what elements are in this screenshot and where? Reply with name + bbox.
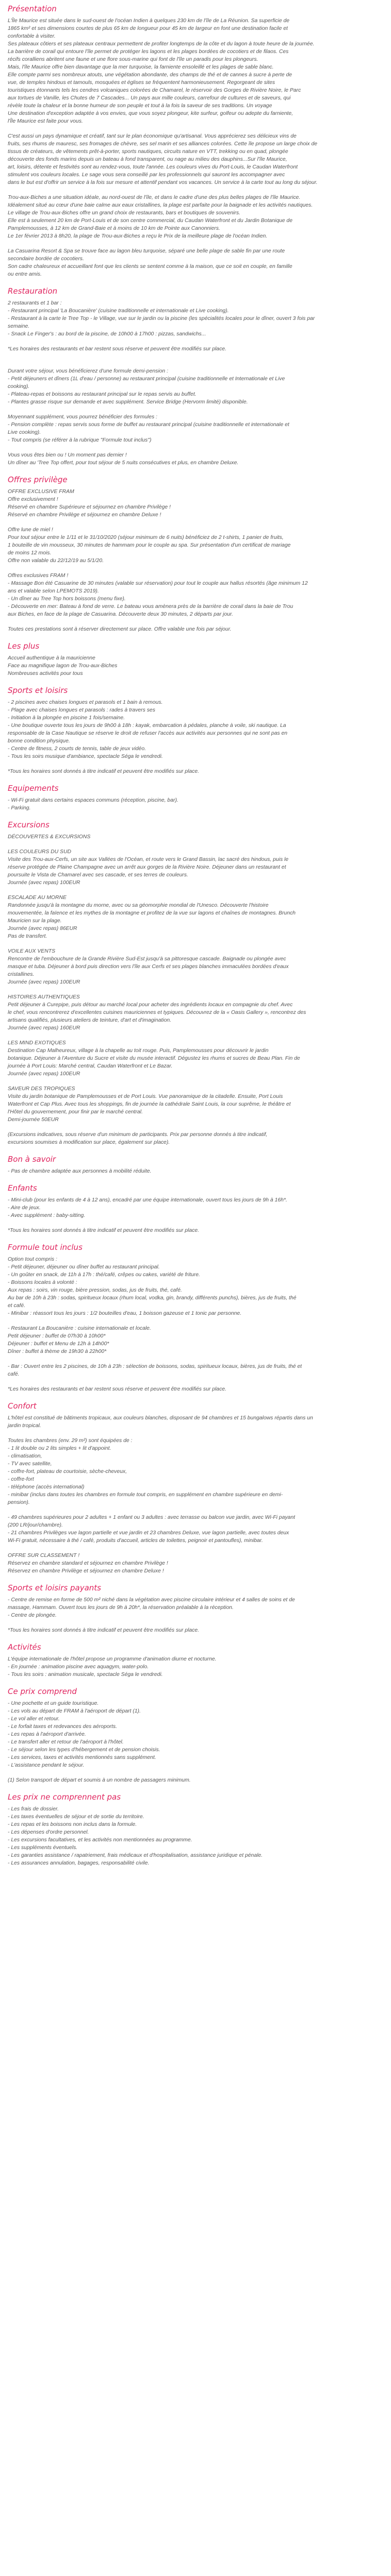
spacer: [8, 760, 385, 768]
text-line: - Le séjour selon les types d'hébergement et de pension choisis.: [8, 1747, 160, 1753]
text-line: fruits, ses rhums de mauresc, ses fromages de chèvre, ses sel marin et ses alliances colorées. Cette île propose un large choix de: [8, 141, 318, 147]
spacer: [8, 187, 385, 194]
text-line: Le village de Trou-aux-Biches offre un grand choix de restaurants, bars et boutiques de souvenirs.: [8, 210, 240, 216]
text-line: 2 restaurants et 1 bar :: [8, 300, 62, 306]
text-line: - Centre de plongée.: [8, 1613, 57, 1618]
section-heading: Confort: [8, 1401, 37, 1411]
text-line: - Les repas à l'aéroport d'arrivée.: [8, 1732, 86, 1737]
text-line: - Les taxes éventuelles de séjour et de sortie du territoire.: [8, 1814, 144, 1820]
text-line: artisans qualifiés, plusieurs ateliers de teinture, d'art et d'imagination.: [8, 1018, 172, 1023]
text-line: Au bar de 10h à 23h : sodas, spiritueux locaux (rhum local, vodka, gin, brandy, différents punchs), bières, jus de fruits, thé: [8, 1295, 297, 1301]
text-line: Option tout compris :: [8, 1257, 57, 1262]
text-line: cristallines.: [8, 972, 35, 977]
text-line: excursions soumises à modification sur place, également sur place).: [8, 1140, 170, 1145]
text-line: poursuite le Vista de Chamarel avec ses cascade, et ses terres de couleurs.: [8, 872, 188, 878]
spacer: [8, 125, 385, 132]
text-line: Accueil authentique à la mauricienne: [8, 655, 95, 661]
text-line: Elle est à seulement 20 km de Port-Louis et de son centre commercial, du Caudan Waterfront et du Jardin Botanique de: [8, 218, 292, 224]
text-line: touristiques étonnants tels les cendres volcaniques colorées de Chamarel, le réservoir des Gorges de Rivière Noire, le Parc: [8, 88, 301, 93]
text-line: Petit déjeuner à Curepipe, puis détour au marché local pour acheter des ingrédients locaux en compagnie du chef. Avec: [8, 1002, 293, 1008]
section-sports-et-loisirs-payants: [8, 1583, 385, 1634]
text-line: - TV avec satellite,: [8, 1461, 52, 1467]
text-line: Rencontre de l'embouchure de la Grande Rivière Sud-Est jusqu'à sa pittoresque cascade. Baignade ou plongée avec: [8, 956, 286, 962]
text-line: - Restaurant principal 'La Boucanière' (cuisine traditionnelle et internationale et Live cooking).: [8, 308, 229, 314]
text-line: Son cadre chaleureux et accueillant font que les clients se sentent comme à la maison, que ce soit en couple, en famille: [8, 264, 292, 269]
section-heading: Enfants: [8, 1183, 37, 1193]
section-heading: Sports et loisirs: [8, 686, 68, 695]
text-line: - Restaurant à la carte le Tree Top - le Village, vue sur le jardin ou la piscine (les spécialités locales pour le dîner, ouvert 3 fois par: [8, 316, 315, 321]
text-line: - Tous les soirs : animation musicale, spectacle Séga le vendredi.: [8, 1672, 163, 1677]
text-line: - Centre de remise en forme de 500 m² niché dans la végétation avec piscine circulaire intérieur et 4 salles de soins et de: [8, 1597, 295, 1603]
text-line: tissus de créateurs, de vêtements prêt-à-porter, sports nautiques, circuits nature en VTT, trekking ou en quad, plongée: [8, 149, 288, 155]
section-equipements: [8, 784, 385, 812]
text-line: ESCALADE AU MORNE: [8, 895, 67, 901]
text-line: 1865 km² et ses dimensions courtes de plus 65 km de longueur pour 45 km de largeur en font une destination facile et: [8, 26, 288, 31]
section-excursions: [8, 820, 385, 1146]
text-line: Le 1er février 2013 à 8h20, la plage de Trou-aux-Biches a reçu le Prix de la meilleure plage de l'océan Indien.: [8, 233, 268, 239]
text-line: récifs coralliens abritent une faune et une flore sous-marine qui font de l'île un paradis pour les plongeurs.: [8, 57, 258, 62]
text-line: Wi-Fi gratuit, nécessaire à thé / café, produits d'accueil, articles de toilettes, peignoir et pantoufles), minibar.: [8, 1538, 263, 1544]
text-line: Journée (avec repas) 100EUR: [8, 880, 80, 886]
section-ce-prix-comprend: [8, 1687, 385, 1784]
text-line: l'Île Maurice est faite pour vous.: [8, 118, 83, 124]
text-line: - 21 chambres Privilèges vue lagon partielle et vue jardin et 23 chambres Deluxe, vue lagon partielle, avec toutes deux: [8, 1530, 289, 1536]
text-line: C'est aussi un pays dynamique et créatif, tant sur le plan économique qu'artisanal. Vous apprécierez ses délicieux vins de: [8, 133, 297, 139]
section-heading: Bon à savoir: [8, 1155, 56, 1164]
spacer: [8, 1355, 385, 1363]
spacer: [8, 1378, 385, 1385]
text-line: - Les repas et les boissons non inclus dans la formule.: [8, 1822, 137, 1827]
text-line: Offre non valable du 22/12/19 au 5/1/20.: [8, 558, 104, 564]
section-heading: Les plus: [8, 641, 40, 651]
text-line: - Un goûter en snack, de 11h à 17h : thé/café, crêpes ou cakes, variété de friture.: [8, 1272, 200, 1278]
text-line: Nombreuses activités pour tous: [8, 671, 83, 676]
text-line: aux tortues de Vanille, les Chutes de 7 Cascades... Un pays aux mille couleurs, carrefour de cultures et de saveurs, qui: [8, 95, 291, 101]
text-line: 1 bouteille de vin mousseux, 30 minutes de hammam pour le couple au spa. Sur présentation d'un certificat de mariage: [8, 543, 291, 548]
text-line: découverte des fonds marins depuis un bateau à fond transparent, ou nage au milieu des dauphins...Sur l'île Maurice,: [8, 157, 287, 162]
text-line: Offre lune de miel !: [8, 527, 53, 533]
text-line: jardin tropical.: [8, 1423, 41, 1429]
text-line: Toutes ces prestations sont à réserver directement sur place. Offre valable une fois par séjour.: [8, 626, 232, 632]
text-line: La barrière de corail qui entoure l'île permet de protéger les lagons et les plages bordées de cocotiers et de filaos. Ces: [8, 49, 289, 55]
text-line: - Une pochette et un guide touristique.: [8, 1701, 99, 1706]
text-line: Ses plateaux côtiers et ses plateaux centraux permettent de profiter longtemps de la côte et du lagon à toute heure de la journée.: [8, 41, 315, 47]
text-line: - Les frais de dossier.: [8, 1806, 59, 1812]
text-line: vue, de temples hindous et tamouls, mosquées et églises se fréquentent harmonieusement. Regorgeant de sites: [8, 80, 275, 86]
section-les-prix-ne-comprennent-pas: [8, 1792, 385, 1867]
text-line: *Tous les horaires sont donnés à titre indicatif et peuvent être modifiés sur place.: [8, 769, 199, 774]
text-line: Visite des Trou-aux-Cerfs, un site aux Vallées de l'Océan, et route vers le Grand Bassin, lac sacré des hindous, puis le: [8, 857, 289, 862]
text-line: (1) Selon transport de départ et soumis à un nombre de passagers minimum.: [8, 1777, 191, 1783]
section-body: [8, 1414, 385, 1575]
spacer: [8, 353, 385, 360]
text-line: Toutes les chambres (env. 29 m²) sont équipées de :: [8, 1438, 133, 1444]
text-line: *Tous les horaires sont donnés à titre indicatif et peuvent être modifiés sur place.: [8, 1228, 199, 1233]
text-line: aux Biches, en face de la plage de Casuarina. Découverte deux 30 minutes, 2 départs par jour.: [8, 612, 233, 617]
text-line: Journée (avec repas) 100EUR: [8, 1071, 80, 1077]
text-line: responsable de la Case Nautique se réserve le droit de refuser l'accès aux activités aux personnes qui ne sont pas en: [8, 731, 288, 736]
text-line: Trou-aux-Biches a une situation idéale, au nord-ouest de l'île, et dans le cadre d'une des plus belles plages de l'île Maurice.: [8, 195, 301, 200]
spacer: [8, 240, 385, 247]
text-line: massage, Hammam. Ouvert tous les jours de 9h à 20h*, la réservation préalable à la réception.: [8, 1605, 234, 1611]
section-body: [8, 1196, 385, 1234]
text-line: - Pension complète : repas servis sous forme de buffet au restaurant principal (cuisine traditionnelle et internationale et: [8, 422, 289, 428]
spacer: [8, 519, 385, 526]
section-formule-tout-inclus: [8, 1243, 385, 1393]
text-line: - Bar : Ouvert entre les 2 piscines, de 10h à 23h : sélection de boissons, sodas, spiritueux locaux, bières, jus de fruits, thé et: [8, 1364, 302, 1369]
text-line: DÉCOUVERTES & EXCURSIONS: [8, 834, 91, 840]
text-line: botanique. Déjeuner à l'Aventure du Sucre et visite du musée interactif. Dégustez les rhums et sucres de Beau Plan. Fin de: [8, 1056, 300, 1061]
section-body: [8, 1805, 385, 1867]
text-line: l'Hôtel du gouvernement, pour finir par le marché central.: [8, 1109, 143, 1115]
text-line: Réservez en chambre Privilège et séjournez en chambre Deluxe !: [8, 1568, 164, 1574]
section-bon-a-savoir: [8, 1155, 385, 1175]
spacer: [8, 1619, 385, 1626]
text-line: Dîner : buffet à thème de 19h30 à 22h00*: [8, 1349, 107, 1354]
section-body: [8, 654, 385, 677]
text-line: Journée (avec repas) 100EUR: [8, 979, 80, 985]
text-line: - Avec supplément : baby-sitting.: [8, 1213, 86, 1218]
text-line: - 49 chambres supérieures pour 2 adultes + 1 enfant ou 3 adultes : avec terrasse ou balcon vue jardin, avec Wi-Fi payant: [8, 1515, 295, 1520]
spacer: [8, 940, 385, 947]
text-line: Mauricien sur la plage.: [8, 918, 62, 924]
text-line: Vous vous êtes bien ou ! Un moment pas dernier !: [8, 452, 127, 458]
text-line: - Les vols au départ de FRAM à l'aéroport de départ (1).: [8, 1708, 141, 1714]
text-line: et café.: [8, 1303, 26, 1309]
section-body: [8, 1596, 385, 1634]
text-line: pension).: [8, 1500, 30, 1505]
section-heading: Excursions: [8, 820, 50, 829]
text-line: - Les assurances annulation, bagages, responsabilité civile.: [8, 1860, 150, 1866]
spacer: [8, 565, 385, 572]
text-line: SAVEUR DES TROPIQUES: [8, 1086, 75, 1092]
text-line: - Les dépenses d'ordre personnel.: [8, 1829, 89, 1835]
text-line: - téléphone (accès international): [8, 1484, 85, 1490]
section-body: [8, 833, 385, 1146]
text-line: Offres exclusives FRAM !: [8, 573, 69, 579]
text-line: VOILE AUX VENTS: [8, 948, 56, 954]
text-line: L'équipe internationale de l'hôtel propose un programme d'animation diurne et nocturne.: [8, 1656, 217, 1662]
text-line: L'hôtel est constitué de bâtiments tropicaux, aux couleurs blanches, disposant de 94 chambres et 15 bungalows répartis dans un: [8, 1415, 313, 1421]
text-line: masque et tuba. Déjeuner à bord puis direction vers l'île aux Cerfs et ses plages blanches immaculées bordées d'eaux: [8, 964, 289, 970]
text-line: semaine.: [8, 324, 30, 329]
text-line: - Petit déjeuner, déjeuner ou dîner buffet au restaurant principal.: [8, 1264, 160, 1270]
text-line: le chef, vous rencontrerez d'excellentes cuisines mauriciennes et typiques. Découvrez de la « Oasis Gallery », rencontrez des: [8, 1010, 306, 1015]
text-line: Petit déjeuner : buffet de 07h30 à 10h00*: [8, 1333, 106, 1339]
text-line: - Snack Le Finger's : au bord de la piscine, de 10h00 à 17h00 : pizzas, sandwichs...: [8, 331, 206, 337]
section-body: [8, 1700, 385, 1784]
text-line: - Une boutique ouverte tous les jours de 9h00 à 18h : kayak, embarcation à pédales, planche à voile, ski nautique. La: [8, 723, 286, 728]
section-body: [8, 1256, 385, 1393]
text-line: Elle compte parmi ses nombreux atouts, une végétation abondante, des champs de thé et de cannes à sucre à perte de: [8, 72, 292, 78]
text-line: - L'assistance pendant le séjour.: [8, 1762, 85, 1768]
text-line: Demi-journée 50EUR: [8, 1117, 59, 1123]
spacer: [8, 841, 385, 848]
text-line: Réservé en chambre Privilège et séjournez en chambre Deluxe !: [8, 512, 161, 518]
section-body: [8, 1167, 385, 1175]
text-line: - climatisation,: [8, 1453, 42, 1459]
text-line: - Plantes grasse risque sur demande et avec supplément. Service Bridge (Hervorm limité) disponible.: [8, 399, 248, 405]
text-line: Mais, l'île Maurice offre bien davantage que la mer turquoise, la farniente ensoleillé et les plages de sable blanc.: [8, 64, 274, 70]
spacer: [8, 1124, 385, 1131]
text-line: Aux repas : soirs, vin rouge, bière pression, sodas, jus de fruits, thé, café.: [8, 1287, 182, 1293]
text-line: café.: [8, 1371, 20, 1377]
section-heading: Les prix ne comprennent pas: [8, 1792, 121, 1802]
section-sports-et-loisirs: [8, 686, 385, 775]
text-line: Pour tout séjour entre le 1/11 et le 31/10/2020 (séjour minimum de 6 nuits) bénéficiez de 2 t-shirts, 1 panier de fruits,: [8, 535, 284, 540]
spacer: [8, 887, 385, 894]
spacer: [8, 1506, 385, 1514]
text-line: Pas de transfert.: [8, 934, 47, 939]
text-line: - Le forfait taxes et redevances des aéroports.: [8, 1724, 117, 1730]
text-line: cooking).: [8, 384, 30, 389]
section-body: [8, 1655, 385, 1679]
text-line: - Parking.: [8, 805, 31, 811]
spacer: [8, 1769, 385, 1776]
spacer: [8, 1078, 385, 1085]
section-heading: Ce prix comprend: [8, 1687, 77, 1696]
section-restauration: [8, 286, 385, 467]
text-line: Déjeuner : buffet et Menu de 12h à 14h00*: [8, 1341, 109, 1347]
text-line: Randonnée jusqu'à la montagne du morne, avec ou sa géomorphie mondial de l'Unesco. Découverte l'histoire: [8, 903, 269, 908]
text-line: HISTOIRES AUTHENTIQUES: [8, 994, 80, 1000]
text-line: - En journée : animation piscine avec aquagym, water-polo.: [8, 1664, 149, 1670]
text-line: L'Île Maurice est située dans le sud-ouest de l'océan Indien à quelques 230 km de l'île de La Réunion. Sa superficie de: [8, 18, 290, 24]
spacer: [8, 618, 385, 625]
spacer: [8, 1545, 385, 1552]
text-line: *Les horaires des restaurants et bar restent sous réserve et peuvent être modifiés sur place.: [8, 346, 226, 352]
section-heading: Restauration: [8, 286, 58, 296]
text-line: OFFRE EXCLUSIVE FRAM: [8, 489, 74, 495]
text-line: Visite du jardin botanique de Pamplemousses et de Port Louis. Vue panoramique de la citadelle. Ensuite, Port Louis: [8, 1094, 283, 1099]
text-line: OFFRE SUR CLASSEMENT !: [8, 1553, 80, 1558]
section-enfants: [8, 1183, 385, 1234]
text-line: *Tous les horaires sont donnés à titre indicatif et peuvent être modifiés sur place.: [8, 1628, 199, 1633]
text-line: Un dîner au 'Tree Top offert, pour tout séjour de 5 nuits consécutives et plus, en chambre Deluxe.: [8, 460, 239, 466]
section-heading: Offres privilège: [8, 475, 68, 484]
text-line: - Aire de jeux.: [8, 1205, 41, 1211]
text-line: ou entre amis.: [8, 272, 42, 277]
text-line: stimulent vos couleurs locales. Le sage vous sera conseillé par les professionnels qui sauront les accompagner avec: [8, 172, 285, 178]
text-line: - Petit déjeuners et dîners (1L d'eau / personne) au restaurant principal (cuisine traditionnelle et Internationale et Live: [8, 376, 285, 382]
spacer: [8, 444, 385, 451]
spacer: [8, 406, 385, 413]
text-line: Offre exclusivement !: [8, 497, 58, 502]
text-line: - Le transfert aller et retour de l'aéroport à l'hôtel.: [8, 1739, 124, 1745]
section-offres-privilege: [8, 475, 385, 633]
section-heading: Activités: [8, 1642, 41, 1652]
text-line: - Tout compris (se référer à la rubrique "Formule tout inclus"): [8, 437, 152, 443]
text-line: La Casuarina Resort & Spa se trouve face au lagon bleu turquoise, séparé une belle plage de sable fin par une route: [8, 248, 285, 254]
text-line: - Les services, taxes et activités mentionnés sans supplément.: [8, 1755, 156, 1760]
text-line: dans le but est d'offrir un service à la fois sur mesure et attentif pendant vos vacances. Un service à la carte tout au long du séjour.: [8, 180, 318, 185]
text-line: Journée (avec repas) 160EUR: [8, 1025, 80, 1031]
text-line: - Les suppléments éventuels.: [8, 1845, 78, 1851]
text-line: mouvementée, la faïence et les mythes de la montagne et profitez de la vue sur lagons et chaînes de montagnes. Brunch: [8, 910, 296, 916]
text-line: journée à Port Louis: Marché central, Caudan Waterfront et Le Bazar.: [8, 1063, 173, 1069]
text-line: LES COULEURS DU SUD: [8, 849, 71, 855]
text-line: Face au magnifique lagon de Trou-aux-Biches: [8, 663, 118, 669]
text-line: - Pas de chambre adaptée aux personnes à mobilité réduite.: [8, 1168, 152, 1174]
text-line: - Les excursions facultatives, et les activités non mentionnées au programme.: [8, 1837, 192, 1843]
text-line: secondaire bordée de cocotiers.: [8, 256, 84, 262]
text-line: - 2 piscines avec chaises longues et parasols et 1 bain à remous.: [8, 700, 163, 705]
text-line: art, loisirs, détente et festivités sont au rendez-vous, toute l'année. Les couleurs vives du Port-Louis, le Caudan Waterfront: [8, 164, 298, 170]
text-line: bonne condition physique.: [8, 738, 70, 744]
text-line: Destination Cap Malheureux, village à la chapelle au toit rouge. Puis, Pamplemousses pour découvrir le jardin: [8, 1048, 269, 1054]
text-line: - Le vol aller et retour.: [8, 1716, 60, 1722]
text-line: Moyennant supplément, vous pourrez bénéficier des formules :: [8, 414, 157, 420]
text-line: - Initiation à la plongée en piscine 1 fois/semaine.: [8, 715, 125, 721]
spacer: [8, 1032, 385, 1039]
spacer: [8, 360, 385, 367]
text-line: (Excursions indicatives, sous réserve d'un minimum de participants. Prix par personne donnés à titre indicatif,: [8, 1132, 268, 1138]
text-line: - Centre de fitness, 2 courts de tennis, table de jeux vidéo.: [8, 746, 146, 752]
text-line: - Plateau-repas et boissons au restaurant principal sur le repas servis au buffet.: [8, 392, 197, 397]
text-line: - Boissons locales à volonté :: [8, 1280, 77, 1285]
section-presentation: [8, 4, 385, 278]
text-line: révèle toute la chaleur et la bonne humeur de son peuple et tout à la fois la saveur de ses traditions. Un voyage: [8, 103, 272, 109]
spacer: [8, 1219, 385, 1227]
text-line: Réservez en chambre standard et séjournez en chambre Privilège !: [8, 1561, 168, 1566]
spacer: [8, 338, 385, 345]
text-line: Durant votre séjour, vous bénéficierez d'une formule demi-pension :: [8, 368, 168, 374]
text-line: de moins 12 mois.: [8, 550, 52, 556]
text-line: - Minibar : réassort tous les jours : 1/2 bouteilles d'eau, 1 boisson gazeuse et 1 tonic par personne.: [8, 1311, 242, 1316]
section-body: [8, 796, 385, 812]
text-line: *Les horaires des restaurants et bar restent sous réserve et peuvent être modifiés sur place.: [8, 1386, 226, 1392]
text-line: - Wi-Fi gratuit dans certains espaces communs (réception, piscine, bar).: [8, 798, 178, 803]
text-line: - Restaurant La Boucanière : cuisine internationale et locale.: [8, 1326, 151, 1331]
text-line: - 1 lit double ou 2 lits simples + lit d'appoint.: [8, 1446, 111, 1451]
text-line: - Plage avec chaises longues et parasols : rades à travers ses: [8, 707, 155, 713]
text-line: - Massage Bon été Casuarine de 30 minutes (valable sur réservation) pour tout le couple aux hallus résortés (âge minimum 12: [8, 581, 308, 586]
text-line: - Mini-club (pour les enfants de 4 à 12 ans), encadré par une équipe internationale, ouvert tous les jours de 9h à 16h*.: [8, 1197, 287, 1203]
text-line: LES MIND EXOTIQUES: [8, 1040, 66, 1046]
text-line: Réservé en chambre Supérieure et séjournez en chambre Privilège !: [8, 504, 171, 510]
text-line: Pamplemousses, à 12 km de Grand-Baie et à moins de 10 km de Pointe aux Canonniers.: [8, 226, 220, 231]
section-confort: [8, 1401, 385, 1575]
section-activites: [8, 1642, 385, 1679]
section-heading: Présentation: [8, 4, 57, 13]
text-line: Idéalement situé au cœur d'une baie calme aux eaux cristallines, la plage est parfaite pour la baignade et les activités nautiques.: [8, 202, 313, 208]
section-body: [8, 488, 385, 633]
text-line: - Découverte en mer: Bateau à fond de verre. Le bateau vous amènera près de la barrière de corail dans la baie de Trou: [8, 604, 294, 609]
text-line: (200 LR/jour/chambre).: [8, 1522, 63, 1528]
section-les-plus: [8, 641, 385, 677]
text-line: Live cooking).: [8, 430, 41, 435]
text-line: - coffre-fort, plateau de courtoisie, sèche-cheveux,: [8, 1469, 127, 1475]
text-line: Une destination d'exception adaptée à vos envies, que vous soyez plongeur, kite surfeur, golfeur ou adepte du farniente,: [8, 111, 294, 116]
spacer: [8, 1317, 385, 1325]
text-line: confortable à visiter.: [8, 33, 56, 39]
text-line: - Tous les soirs musique d'ambiance, spectacle Séga le vendredi.: [8, 754, 163, 759]
spacer: [8, 1430, 385, 1437]
text-line: - minibar (inclus dans toutes les chambres en formule tout compris, en supplément en chambre supérieure en demi-: [8, 1492, 283, 1498]
text-line: ans et valable selon LPEMOTS 2019).: [8, 588, 99, 594]
section-body: [8, 699, 385, 775]
text-line: - Les garanties assistance / rapatriement, frais médicaux et d'hospitalisation, assistance juridique et pénale.: [8, 1853, 263, 1858]
section-heading: Formule tout inclus: [8, 1243, 83, 1252]
text-line: - Un dîner au Tree Top hors boissons (menu fixe).: [8, 596, 126, 602]
section-body: [8, 299, 385, 467]
text-line: Journée (avec repas) 86EUR: [8, 926, 77, 931]
section-heading: Equipements: [8, 784, 59, 793]
section-body: [8, 17, 385, 278]
spacer: [8, 986, 385, 993]
text-line: réserve protégée de Plaine Champagne avec un arrêt aux gorges de la Rivière Noire. Déjeuner dans un restaurant et: [8, 865, 286, 870]
section-heading: Sports et loisirs payants: [8, 1583, 101, 1592]
text-line: - coffre-fort: [8, 1477, 34, 1482]
text-line: Waterfront et Cap Plus. Avec tous les shoppings, fin de journée la cathédrale Saint Louis, la cour suprême, le théâtre et: [8, 1101, 291, 1107]
